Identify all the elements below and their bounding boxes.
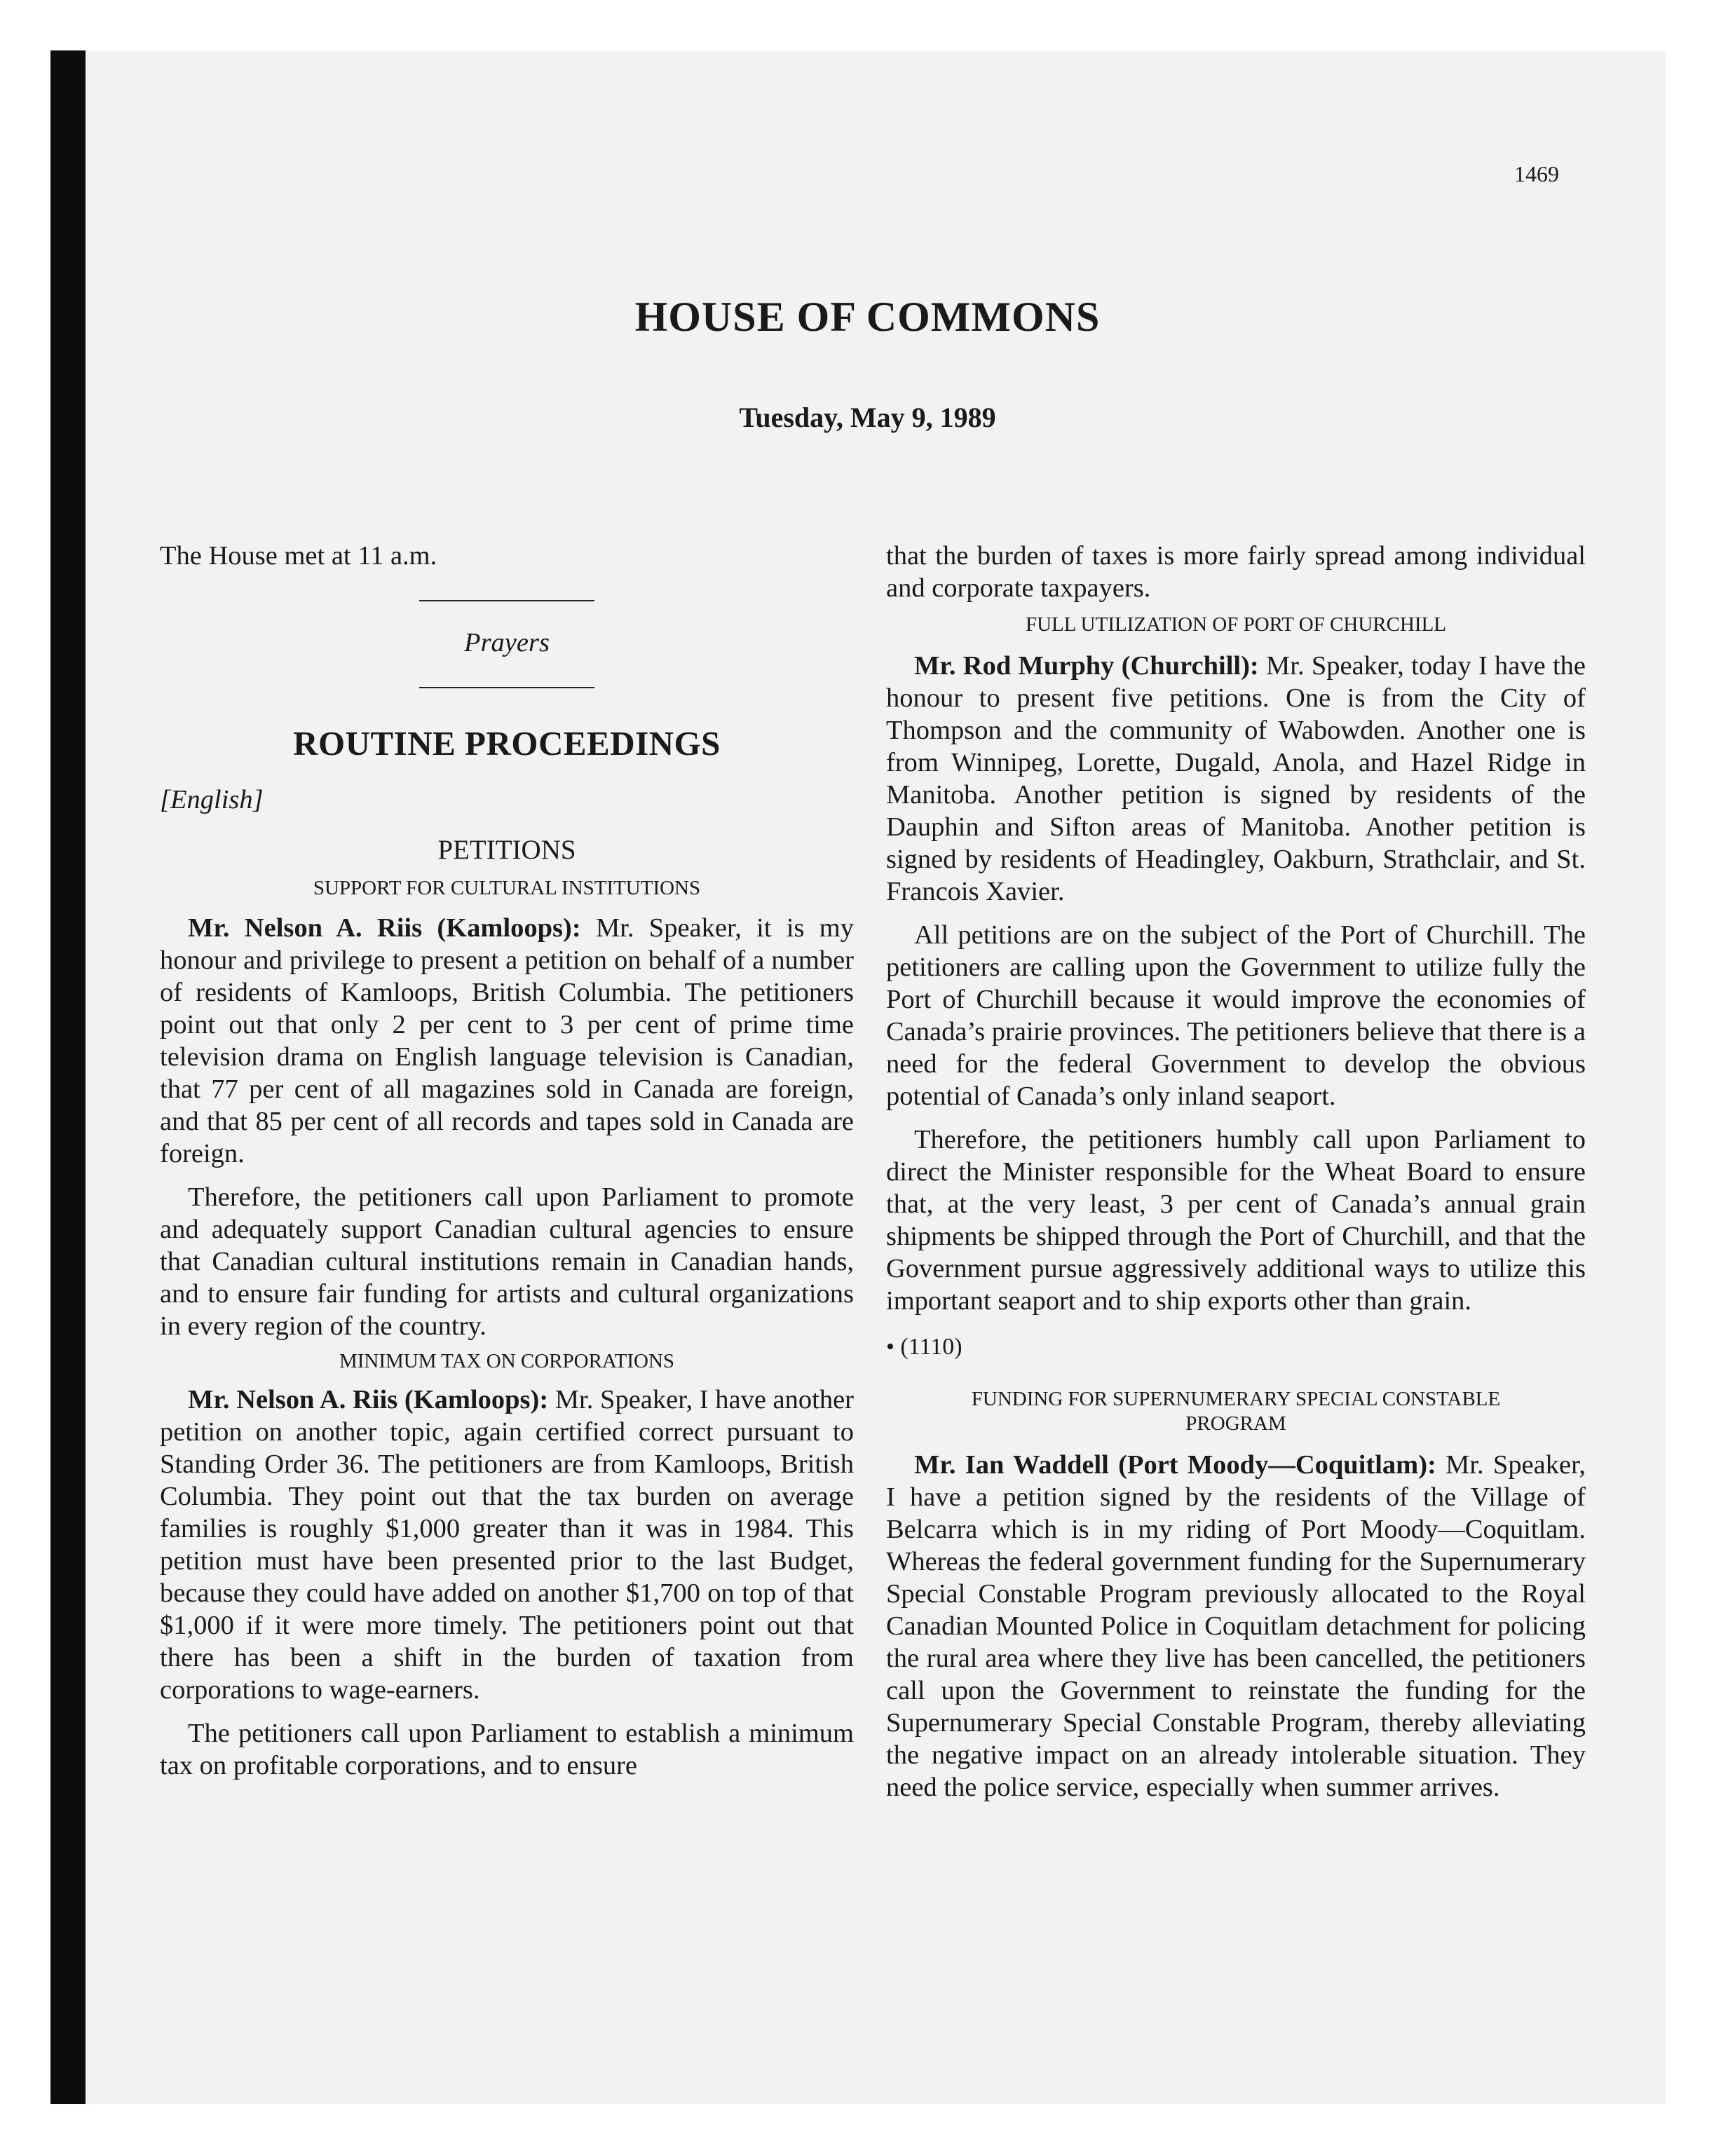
- language-marker: [English]: [160, 785, 264, 814]
- left-column: [160, 540, 854, 1782]
- divider-rule: [419, 600, 594, 601]
- speaker-name: Mr. Ian Waddell (Port Moody—Coquitlam):: [914, 1450, 1436, 1480]
- continued-paragraph: that the burden of taxes is more fairly spread among individual and corporate taxpayers.: [886, 541, 1586, 603]
- right-column: [886, 540, 1586, 1803]
- prayers-label: Prayers: [464, 628, 550, 657]
- petition-paragraph: [160, 1384, 854, 1706]
- paragraph-text: Mr. Speaker, I have another petition on another topic, again certified correct pursuant to Standing Order 36. The petitioners are from Kamloops, British Columbia. They point out that the tax burden on average families is roughly $1,000 greater than it was in 1984. This petition must have been presented prior to the last Budget, because they could have added on another $1,700 on top of that $1,000 if it were more timely. The petitioners point out that there has been a shift in the burden of taxation from corporations to wage-earners.: [160, 1385, 855, 1705]
- opening-line: The House met at 11 a.m.: [160, 541, 437, 571]
- sitting-date: Tuesday, May 9, 1989: [739, 402, 996, 433]
- page-title: HOUSE OF COMMONS: [634, 294, 1101, 340]
- paragraph-text: Mr. Speaker, I have a petition signed by the residents of the Village of Belcarra which is in my riding of Port Moody—Coquitlam. Whereas the federal government funding for the Supernumerary Special Constable Program previously allocated to the Royal Canadian Mounted Police in Coquitlam detachment for policing the rural area where they live has been cancelled, the petitioners call upon the Government to reinstate the funding for the Supernumerary Special Constable Program, thereby alleviating the negative impact on an already intolerable situation. They need the police service, especially when summer arrives.: [886, 1450, 1586, 1802]
- petition-paragraph: [886, 650, 1586, 908]
- speaker-name: Mr. Rod Murphy (Churchill):: [914, 651, 1259, 681]
- petition-paragraph: All petitions are on the subject of the Port of Churchill. The petitioners are calling upon the Government to utilize fully the Port of Churchill because it would improve the economies of Canada’s prairie provinces. The petitioners believe that there is a need for the federal Government to develop the obvious potential of Canada’s only inland seaport.: [886, 920, 1586, 1111]
- paragraph-text: Mr. Speaker, today I have the honour to present five petitions. One is from the City of Thompson and the community of Wabowden. Another one is from Winnipeg, Lorette, Dugald, Anola, and Hazel Ridge in Manitoba. Another petition is signed by residents of the Dauphin and Sifton areas of Manitoba. Another petition is signed by residents of Headingley, Oakburn, Strathclair, and St. Francois Xavier.: [886, 651, 1586, 906]
- divider-rule: [419, 687, 594, 688]
- petitions-heading: PETITIONS: [437, 835, 576, 865]
- timestamp-marker: • (1110): [886, 1334, 962, 1360]
- petition-paragraph: Therefore, the petitioners call upon Parliament to promote and adequately support Canadian cultural agencies to ensure that Canadian cultural institutions remain in Canadian hands, and to ensure fair funding for artists and cultural organizations in every region of the country.: [160, 1182, 854, 1341]
- petition-paragraph: The petitioners call upon Parliament to establish a minimum tax on profitable corporations, and to ensure: [160, 1719, 854, 1780]
- item-heading: FULL UTILIZATION OF PORT OF CHURCHILL: [1025, 613, 1446, 636]
- petition-paragraph: Therefore, the petitioners humbly call upon Parliament to direct the Minister responsible for the Wheat Board to ensure that, at the very least, 3 per cent of Canada’s annual grain shipments be shipped through the Port of Churchill, and that the Government pursue aggressively additional ways to utilize this important seaport and to ship exports other than grain.: [886, 1125, 1586, 1316]
- section-title: ROUTINE PROCEEDINGS: [293, 724, 721, 763]
- petition-paragraph: [886, 1449, 1586, 1803]
- binding-edge: [50, 50, 86, 2104]
- speaker-name: Mr. Nelson A. Riis (Kamloops):: [188, 1385, 549, 1414]
- page-number: 1469: [1514, 161, 1559, 186]
- item-heading: FUNDING FOR SUPERNUMERARY SPECIAL CONSTABLE PROGRAM: [971, 1388, 1501, 1435]
- paragraph-text: Mr. Speaker, it is my honour and privilege to present a petition on behalf of a number of residents of Kamloops, British Columbia. The petitioners point out that only 2 per cent to 3 per cent of prime time television drama on English language television is Canadian, that 77 per cent of all magazines sold in Canada are foreign, and that 85 per cent of all records and tapes sold in Canada are foreign.: [160, 913, 854, 1168]
- speaker-name: Mr. Nelson A. Riis (Kamloops):: [188, 913, 581, 943]
- item-heading: SUPPORT FOR CULTURAL INSTITUTIONS: [313, 877, 701, 899]
- item-heading: MINIMUM TAX ON CORPORATIONS: [339, 1350, 675, 1372]
- petition-paragraph: [160, 912, 854, 1170]
